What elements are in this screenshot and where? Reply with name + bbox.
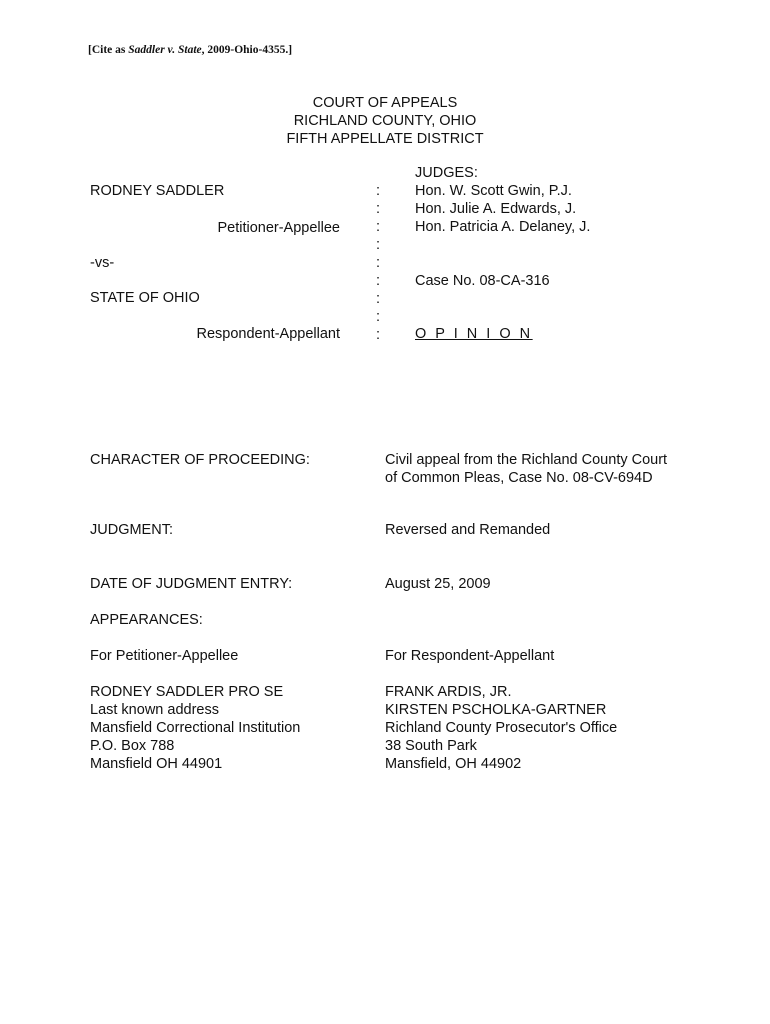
address-line: 38 South Park [385,738,477,754]
respondent-name: STATE OF OHIO [90,290,200,306]
appearances-heading: APPEARANCES: [90,612,203,628]
citation [88,44,292,56]
judgment-value: Reversed and Remanded [385,522,551,538]
colon-separator: : [376,183,381,199]
court-district: FIFTH APPELLATE DISTRICT [286,131,484,147]
colon-separator: : [376,201,381,217]
address-line: Richland County Prosecutor's Office [385,720,618,736]
respondent-role: Respondent-Appellant [196,326,340,342]
date-label: DATE OF JUDGMENT ENTRY: [90,576,293,592]
judge-name: Hon. W. Scott Gwin, P.J. [415,183,572,199]
address-line: Last known address [90,702,219,718]
appellant-counsel [385,683,617,773]
citation-case-name: Saddler v. State [128,44,202,56]
colon-separator: : [376,291,381,307]
petitioner-role: Petitioner-Appellee [217,220,340,236]
colon-separator: : [376,309,381,325]
proceeding-value: Civil appeal from the Richland County Court [385,452,668,468]
appellee-heading: For Petitioner-Appellee [90,648,239,664]
citation-suffix: , 2009-Ohio-4355.] [201,44,293,56]
proceeding-value: of Common Pleas, Case No. 08-CV-694D [385,470,653,486]
court-title: COURT OF APPEALS [312,95,458,111]
colon-separator: : [376,273,381,289]
colon-separator: : [376,327,381,343]
colon-separator: : [376,237,381,253]
judge-name: Hon. Patricia A. Delaney, J. [415,219,591,235]
judgment-label: JUDGMENT: [90,522,173,538]
proceeding-label: CHARACTER OF PROCEEDING: [90,452,310,468]
address-line: Mansfield OH 44901 [90,756,223,772]
opinion-label: O P I N I O N [415,326,533,342]
versus: -vs- [90,255,115,271]
case-number: Case No. 08-CA-316 [415,273,550,289]
judges-heading: JUDGES: [415,165,478,181]
court-county: RICHLAND COUNTY, OHIO [293,113,477,129]
address-line: Mansfield Correctional Institution [90,720,301,736]
address-line: RODNEY SADDLER PRO SE [90,684,284,700]
address-line: P.O. Box 788 [90,738,175,754]
address-line: FRANK ARDIS, JR. [385,684,512,700]
address-line: Mansfield, OH 44902 [385,756,522,772]
address-line: KIRSTEN PSCHOLKA-GARTNER [385,702,607,718]
colon-separator: : [376,255,381,271]
appellee-counsel [90,683,300,773]
colon-separator: : [376,219,381,235]
judge-name: Hon. Julie A. Edwards, J. [415,201,577,217]
date-value: August 25, 2009 [385,576,491,592]
appellant-heading: For Respondent-Appellant [385,648,555,664]
petitioner-name: RODNEY SADDLER [90,183,225,199]
citation-prefix: [Cite as [88,44,129,56]
